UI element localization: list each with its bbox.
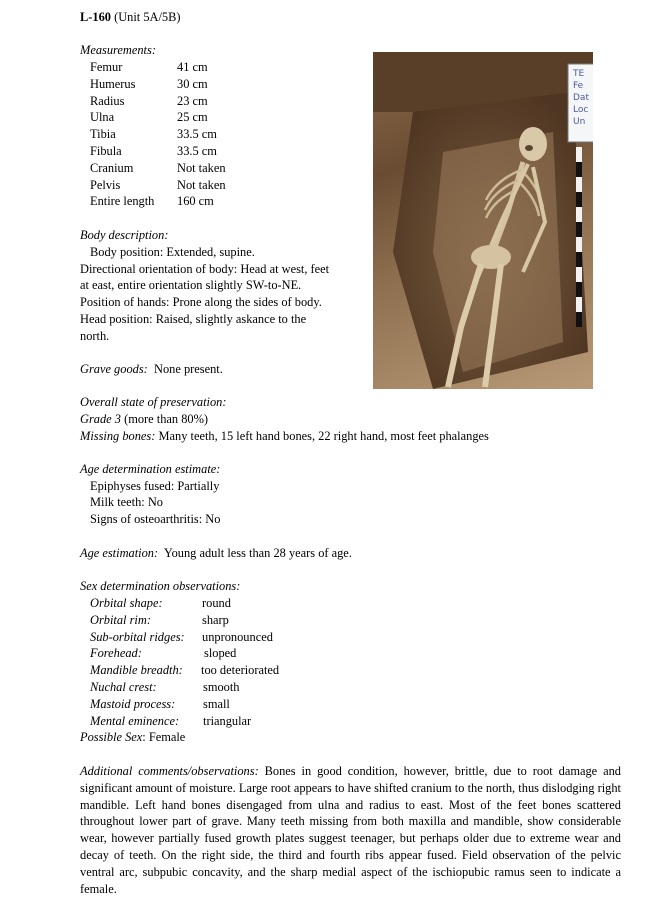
sex-observation-value: small xyxy=(203,697,230,711)
photo-label-board: TE Fe Dat Loc Un xyxy=(573,69,589,127)
sex-determination-heading: Sex determination observations: xyxy=(80,579,241,593)
measurement-label: Radius xyxy=(90,94,125,108)
preservation-grade: Grade 3 (more than 80%) xyxy=(80,412,209,426)
possible-sex: Possible Sex: Female xyxy=(80,730,186,744)
head-position-line-1: Head position: Raised, slightly askance to the xyxy=(80,312,307,326)
measurement-value: 33.5 cm xyxy=(177,144,217,158)
sex-observation-label: Sub-orbital ridges: xyxy=(90,630,185,644)
skeleton-illustration xyxy=(373,52,593,389)
measurements-heading: Measurements: xyxy=(80,43,156,57)
sex-observation-value: round xyxy=(202,596,231,610)
measurement-label: Cranium xyxy=(90,161,134,175)
sex-observation-value: triangular xyxy=(203,714,252,728)
age-estimation: Age estimation: Young adult less than 28 years of age. xyxy=(80,546,352,560)
body-description-heading: Body description: xyxy=(80,228,169,242)
record-title xyxy=(80,9,181,26)
measurement-label: Pelvis xyxy=(90,178,121,192)
measurement-value: 41 cm xyxy=(177,60,208,74)
sex-observation-label: Nuchal crest: xyxy=(90,680,157,694)
sex-observation-label: Orbital shape: xyxy=(90,596,163,610)
sex-observation-value: unpronounced xyxy=(202,630,273,644)
measurement-label: Fibula xyxy=(90,144,122,158)
additional-comments: Additional comments/observations: Bones in good condition, however, brittle, due to root damage and significant amount of moisture. Large root appears to have shifted cranium to the north, thus dislodging right mandible. Left hand bones disengaged from ulna and radius to east. Most of the feet bones scattered throughout lower part of grave. Many teeth missing from both maxilla and mandible, show considerable wear, however partially fused growth plates suggest teenager, but perhaps older due to extreme wear and decay of teeth. On the right side, the third and fourth ribs appear fused. Field observation of the pelvic ventral arc, subpubic concavity, and the sharp medial aspect of the ischiopubic ramus seen to indicate a female. xyxy=(80,764,621,896)
measurement-label: Tibia xyxy=(90,127,116,141)
sex-observation-value: sharp xyxy=(202,613,229,627)
measurement-value: Not taken xyxy=(177,178,226,192)
sex-observation-value: smooth xyxy=(203,680,240,694)
milk-teeth: Milk teeth: No xyxy=(90,495,163,509)
measurement-label: Entire length xyxy=(90,194,155,208)
preservation-heading: Overall state of preservation: xyxy=(80,395,227,409)
hands-position: Position of hands: Prone along the sides of body. xyxy=(80,295,322,309)
orientation-line-2: at east, entire orientation slightly SW-to-NE. xyxy=(80,278,302,292)
measurement-label: Femur xyxy=(90,60,123,74)
sex-observation-value: too deteriorated xyxy=(201,663,280,677)
measurement-label: Ulna xyxy=(90,110,115,124)
record-unit: (Unit 5A/5B) xyxy=(114,10,181,24)
sex-observation-label: Mastoid process: xyxy=(90,697,176,711)
measurement-value: 25 cm xyxy=(177,110,208,124)
measurement-value: 160 cm xyxy=(177,194,214,208)
body-position: Body position: Extended, supine. xyxy=(90,245,255,259)
sex-observation-label: Orbital rim: xyxy=(90,613,151,627)
sex-observation-label: Mandible breadth: xyxy=(90,663,183,677)
missing-bones: Missing bones: Many teeth, 15 left hand bones, 22 right hand, most feet phalanges xyxy=(80,429,489,443)
sex-observation-label: Forehead: xyxy=(90,646,142,660)
measurement-value: 30 cm xyxy=(177,77,208,91)
measurement-value: Not taken xyxy=(177,161,226,175)
osteoarthritis: Signs of osteoarthritis: No xyxy=(90,512,221,526)
record-code: L-160 xyxy=(80,10,111,24)
epiphyses-fused: Epiphyses fused: Partially xyxy=(90,479,220,493)
measurement-value: 23 cm xyxy=(177,94,208,108)
sex-observation-value: sloped xyxy=(204,646,237,660)
orientation-line-1: Directional orientation of body: Head at west, feet xyxy=(80,262,330,276)
grave-goods: Grave goods: None present. xyxy=(80,362,223,376)
sex-observation-label: Mental eminence: xyxy=(90,714,180,728)
age-determination-heading: Age determination estimate: xyxy=(80,462,221,476)
measurement-value: 33.5 cm xyxy=(177,127,217,141)
measurement-label: Humerus xyxy=(90,77,136,91)
head-position-line-2: north. xyxy=(80,329,110,343)
excavation-photo xyxy=(373,52,593,389)
